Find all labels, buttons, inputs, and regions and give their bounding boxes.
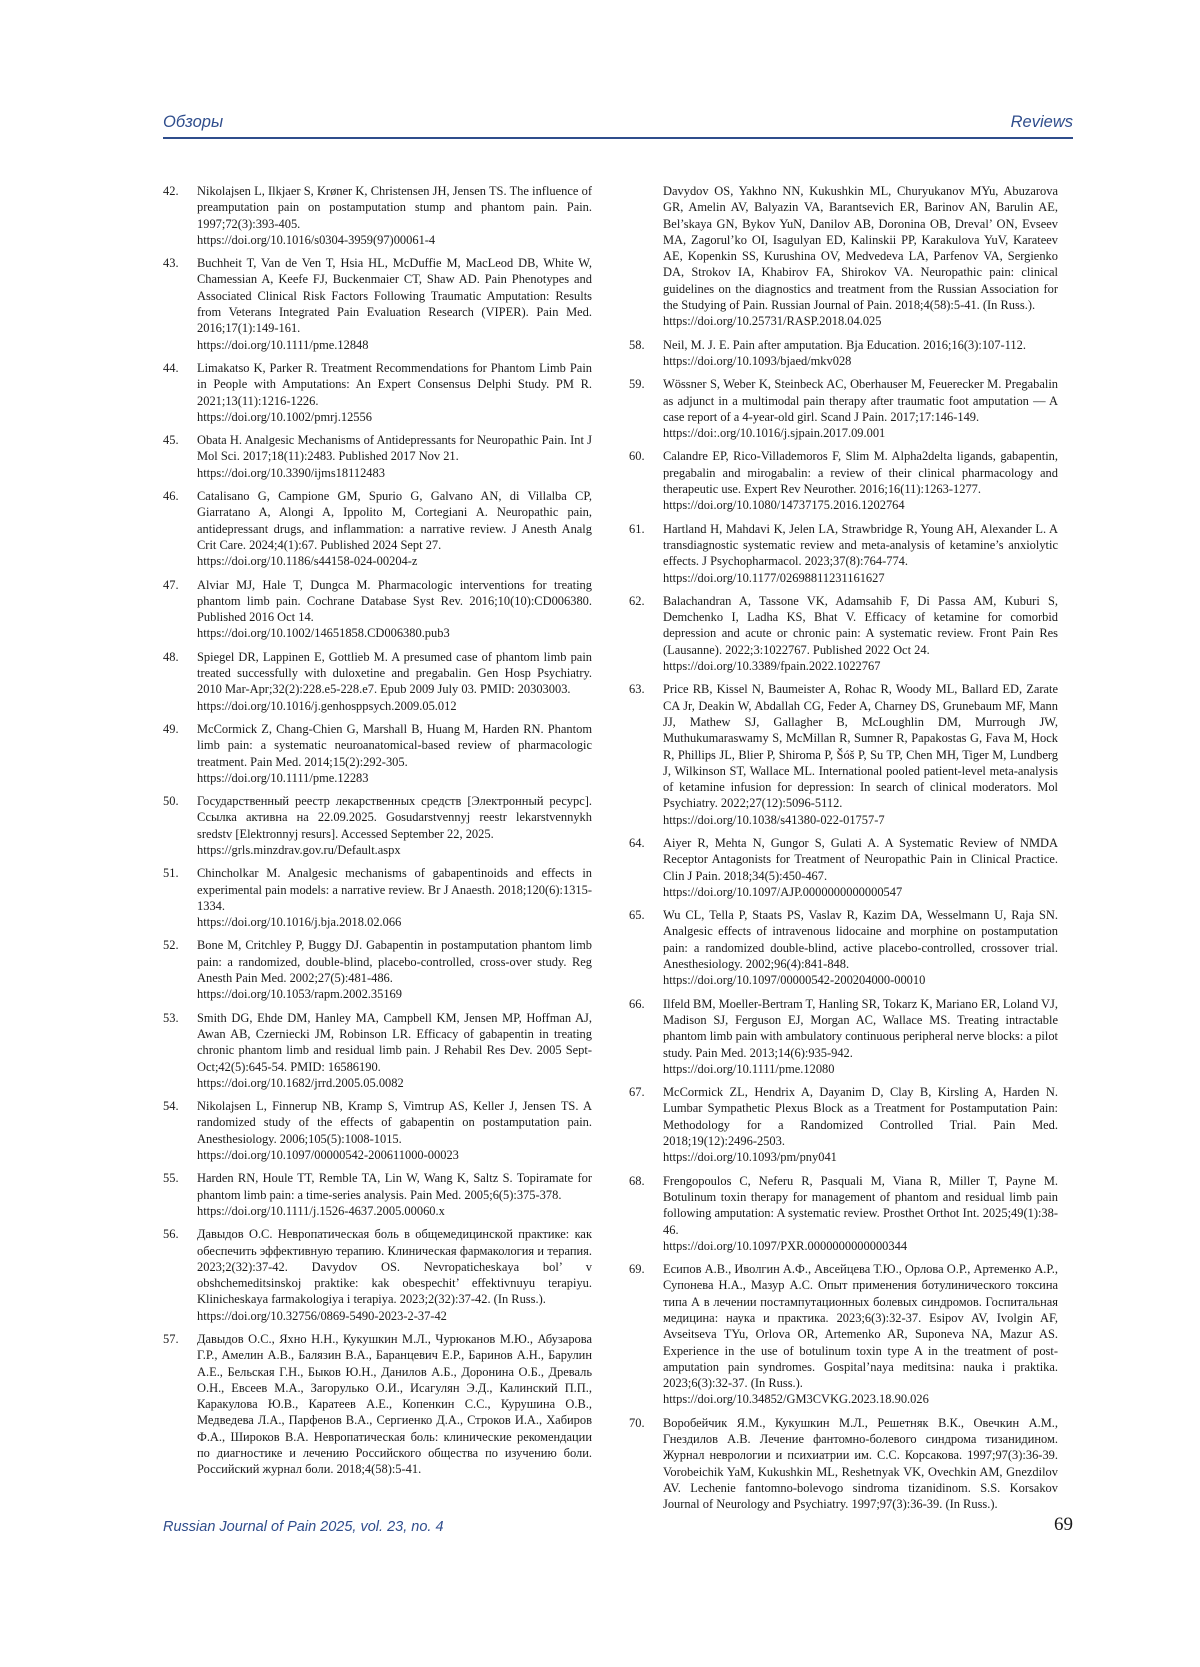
reference-item: [163, 577, 592, 642]
reference-doi-link[interactable]: https://doi.org/10.1093/pm/pny041: [663, 1150, 837, 1165]
reference-text: Buchheit T, Van de Ven T, Hsia HL, McDuffie M, MacLeod DB, White W, Chamessian A, Keefe FJ, Buckenmaier CT, Shaw AD. Pain Phenotypes and Associated Clinical Risk Factors Following Traumatic Amputation: Results from Veterans Integrated Pain Evaluation Research (VIPER). Pain Med. 2016;17(1):149-161.: [197, 256, 592, 336]
reference-doi-link[interactable]: https://doi.org/10.1093/bjaed/mkv028: [663, 353, 852, 368]
reference-number: 70.: [629, 1415, 645, 1430]
reference-item: [163, 255, 592, 353]
reference-number: 57.: [163, 1332, 179, 1346]
reference-item: [163, 721, 592, 786]
reference-text: Catalisano G, Campione GM, Spurio G, Galvano AN, di Villalba CP, Giarratano A, Alongi A, Ippolito M, Cortegiani A. Neuropathic pain, antidepressant drugs, and inflammation: a narrative review. J Anesth Analg Crit Care. 2024;4(1):67. Published 2024 Sept 27.: [197, 489, 592, 552]
reference-number: 58.: [629, 337, 645, 352]
reference-text: Balachandran A, Tassone VK, Adamsahib F, Di Passa AM, Kuburi S, Demchenko I, Ladha KS, Bhat V. Efficacy of ketamine for comorbid depression and acute or chronic pain: A systematic review. Front Pain Res (Lausanne). 2022;3:1022767. Published 2022 Oct 24.: [663, 593, 1058, 657]
reference-text: Давыдов О.С., Яхно Н.Н., Кукушкин М.Л., Чурюканов М.Ю., Абузарова Г.Р., Амелин А.В., Балязин В.А., Баранцевич Е.Р., Баринов А.Н., Барулин А.Е., Бельская Г.Н., Быков Ю.Н., Данилов А.Б., Доронина О.Б., Древаль О.Н., Евсеев М.А., Загорулько О.И., Исагулян Э.Д., Калинский П.П., Каракулова Ю.В., Каратеев А.Е., Копенкин С.С., Курушина О.В., Медведева Л.А., Парфенов В.А., Сергиенко Д.А., Строков И.А., Хабиров Ф.А., Широков В.А. Невропатическая боль: клинические рекомендации по диагностике и лечению Российского общества по изучению боли. Российский журнал боли. 2018;4(58):5-41.: [197, 1332, 592, 1477]
reference-doi-link[interactable]: https://doi.org/10.1186/s44158-024-00204-z: [197, 554, 418, 569]
reference-text: McCormick Z, Chang-Chien G, Marshall B, Huang M, Harden RN. Phantom limb pain: a systematic neuroanatomical-based review of pharmacologic treatment. Pain Med. 2014;15(2):292-305.: [197, 721, 592, 769]
reference-number: 56.: [163, 1227, 179, 1242]
reference-doi-link[interactable]: https://doi.org/10.32756/0869-5490-2023-2-37-42: [197, 1308, 447, 1323]
reference-item: [629, 681, 1058, 828]
reference-text: Hartland H, Mahdavi K, Jelen LA, Strawbridge R, Young AH, Alexander L. A transdiagnostic systematic review and meta-analysis of ketamine’s anxiolytic effects. J Psychopharmacol. 2023;37(8):764-774.: [663, 521, 1058, 569]
reference-number: 44.: [163, 360, 179, 375]
reference-item: [629, 1415, 1058, 1513]
reference-text: Obata H. Analgesic Mechanisms of Antidepressants for Neuropathic Pain. Int J Mol Sci. 2017;18(11):2483. Published 2017 Nov 21.: [197, 433, 592, 464]
reference-number: 67.: [629, 1085, 645, 1100]
reference-text: Smith DG, Ehde DM, Hanley MA, Campbell KM, Jensen MP, Hoffman AJ, Awan AB, Czerniecki JM, Robinson LR. Efficacy of gabapentin in treating chronic phantom limb and residual limb pain. J Rehabil Res Dev. 2005 Sept-Oct;42(5):645-54. PMID: 16586190.: [197, 1010, 592, 1074]
reference-item: [629, 1084, 1058, 1165]
reference-item: [629, 337, 1058, 370]
reference-doi-link[interactable]: https://doi.org/10.1097/00000542-200204000-00010: [663, 973, 926, 988]
reference-item: [163, 793, 592, 858]
reference-number: 45.: [163, 433, 179, 448]
reference-item: [163, 488, 592, 569]
reference-text: Harden RN, Houle TT, Remble TA, Lin W, Wang K, Saltz S. Topiramate for phantom limb pain: a time-series analysis. Pain Med. 2005;6(5):375-378.: [197, 1171, 592, 1202]
reference-item: [163, 937, 592, 1002]
reference-doi-link[interactable]: https://doi.org/10.1016/j.genhosppsych.2009.05.012: [197, 698, 457, 713]
reference-number: 52.: [163, 938, 179, 953]
reference-doi-link[interactable]: https://doi.org/10.3390/ijms18112483: [197, 465, 385, 480]
reference-item: [163, 1170, 592, 1219]
reference-item: [163, 432, 592, 481]
reference-text: Alviar MJ, Hale T, Dungca M. Pharmacologic interventions for treating phantom limb pain. Cochrane Database Syst Rev. 2016;10(10):CD006380. Published 2016 Oct 14.: [197, 577, 592, 625]
reference-text: Nikolajsen L, Finnerup NB, Kramp S, Vimtrup AS, Keller J, Jensen TS. A randomized study of the effects of gabapentin on postamputation pain. Anesthesiology. 2006;105(5):1008-1015.: [197, 1099, 592, 1146]
reference-doi-link[interactable]: https://doi.org/10.1097/AJP.0000000000000547: [663, 884, 903, 899]
reference-item: [629, 907, 1058, 988]
reference-text: Spiegel DR, Lappinen E, Gottlieb M. A presumed case of phantom limb pain treated successfully with duloxetine and pregabalin. Gen Hosp Psychiatry. 2010 Mar-Apr;32(2):228.e5-228.e7. Epub 2009 July 03. PMID: 20303003.: [197, 649, 592, 697]
reference-text: Nikolajsen L, Ilkjaer S, Krøner K, Christensen JH, Jensen TS. The influence of preamputation pain on postamputation stump and phantom pain. Pain. 1997;72(3):393-405.: [197, 184, 592, 231]
reference-item: [163, 1226, 592, 1324]
journal-footer: Russian Journal of Pain 2025, vol. 23, no. 4: [163, 1519, 444, 1535]
reference-item: [163, 1010, 592, 1091]
reference-text: Price RB, Kissel N, Baumeister A, Rohac R, Woody ML, Ballard ED, Zarate CA Jr, Deakin W, Abdallah CG, Feder A, Charney DS, Grunebaum MF, Mann JJ, Mathew SJ, Gallagher B, McLoughlin DM, Murrough JW, Muthukumaraswamy S, McMillan R, Sumner R, Papakostas G, Fava M, Hock R, Phillips JL, Blier P, Shiroma P, Šóš P, Su TP, Chen MH, Tiger M, Lundberg J, Wilkinson ST, Wallace ML. International pooled patient-level meta-analysis of ketamine infusion for depression: In search of clinical moderators. Mol Psychiatry. 2022;27(12):5096-5112.: [663, 682, 1058, 811]
reference-doi-link[interactable]: https://grls.minzdrav.gov.ru/Default.aspx: [197, 842, 401, 857]
reference-text: Neil, M. J. E. Pain after amputation. Bja Education. 2016;16(3):107-112.: [663, 337, 1026, 352]
reference-number: 64.: [629, 835, 645, 850]
header-divider: [163, 137, 1073, 139]
reference-number: 66.: [629, 996, 645, 1011]
reference-number: 68.: [629, 1173, 645, 1188]
reference-doi-link[interactable]: https://doi.org/10.1002/pmrj.12556: [197, 409, 372, 424]
reference-doi-link[interactable]: https://doi.org/10.34852/GM3CVKG.2023.18.90.026: [663, 1392, 929, 1407]
reference-item: [629, 448, 1058, 513]
reference-item: [629, 835, 1058, 900]
reference-doi-link[interactable]: https://doi.org/10.1111/pme.12848: [197, 337, 369, 352]
reference-doi-link[interactable]: https://doi.org/10.1080/14737175.2016.1202764: [663, 498, 905, 513]
reference-number: 49.: [163, 721, 179, 736]
reference-number: 46.: [163, 489, 179, 504]
reference-number: 60.: [629, 449, 645, 464]
reference-doi-link[interactable]: https://doi.org/10.1053/rapm.2002.35169: [197, 987, 402, 1002]
reference-item: [629, 996, 1058, 1077]
reference-item: [163, 649, 592, 714]
reference-doi-link[interactable]: https://doi.org/10.1111/pme.12283: [197, 770, 369, 785]
reference-number: 53.: [163, 1010, 179, 1025]
reference-item: [629, 183, 1058, 330]
page-number: 69: [1054, 1514, 1073, 1535]
reference-doi-link[interactable]: https://doi.org/10.1097/00000542-200611000-00023: [197, 1148, 459, 1163]
reference-doi-link[interactable]: https://doi.org/10.1111/pme.12080: [663, 1061, 835, 1076]
running-header: [163, 113, 1073, 139]
reference-item: [629, 593, 1058, 674]
section-title-en: Reviews: [1010, 113, 1073, 131]
reference-doi-link[interactable]: https://doi.org/10.3389/fpain.2022.1022767: [663, 659, 881, 674]
reference-number: 51.: [163, 866, 179, 881]
reference-item: [629, 521, 1058, 586]
reference-number: 47.: [163, 577, 179, 592]
reference-text: Есипов А.В., Иволгин А.Ф., Авсейцева Т.Ю., Орлова О.Р., Артеменко А.Р., Супонева Н.А., Мазур А.С. Опыт применения ботулинического токсина типа А в лечении постампутационных болевых синдромов. Госпитальная медицина: наука и практика. 2023;6(3):32-37. Esipov AV, Ivolgin AF, Avseitseva TYu, Orlova OR, Artemenko AR, Suponeva NA, Mazur AS. Experience in the use of botulinum toxin type A in the treatment of post-amputation pain syndromes. Gospital’naya meditsina: nauka i praktika. 2023;6(3):32-37. (In Russ.).: [663, 1262, 1058, 1391]
reference-text: Wössner S, Weber K, Steinbeck AC, Oberhauser M, Feuerecker M. Pregabalin as adjunct in a multimodal pain therapy after traumatic foot amputation — A case report of a 4-year-old girl. Scand J Pain. 2017;17:146-149.: [663, 377, 1058, 424]
reference-number: 62.: [629, 593, 645, 608]
reference-text: Frengopoulos C, Neferu R, Pasquali M, Viana R, Miller T, Payne M. Botulinum toxin therapy for management of phantom and residual limb pain following amputation: A systematic review. Prosthet Orthot Int. 2025;49(1):38-46.: [663, 1173, 1058, 1237]
reference-number: 65.: [629, 908, 645, 923]
reference-number: 43.: [163, 256, 179, 271]
reference-number: 42.: [163, 184, 179, 198]
reference-number: 55.: [163, 1171, 179, 1186]
reference-column-right: [629, 183, 1058, 1520]
reference-item: [629, 1261, 1058, 1408]
reference-text: Ilfeld BM, Moeller-Bertram T, Hanling SR, Tokarz K, Mariano ER, Loland VJ, Madison SJ, Ferguson EJ, Morgan AC, Wallace MS. Treating intractable phantom limb pain with ambulatory continuous peripheral nerve blocks: a pilot study. Pain Med. 2013;14(6):935-942.: [663, 996, 1058, 1060]
reference-text: Bone M, Critchley P, Buggy DJ. Gabapentin in postamputation phantom limb pain: a randomized, double-blind, placebo-controlled, cross-over study. Reg Anesth Pain Med. 2002;27(5):481-486.: [197, 938, 592, 986]
reference-item: [163, 865, 592, 930]
reference-text: Давыдов О.С. Невропатическая боль в общемедицинской практике: как обеспечить эффективную терапию. Клиническая фармакология и терапия. 2023;2(32):37-42. Davydov OS. Nevropaticheskaya bol’ v obshchemeditsinskoj praktike: kak obespechit’ effektivnuyu terapiyu. Klinicheskaya farmakologiya i terapiya. 2023;2(32):37-42. (In Russ.).: [197, 1227, 592, 1307]
reference-column-left: [163, 183, 592, 1485]
reference-text: Воробейчик Я.М., Кукушкин М.Л., Решетняк В.К., Овечкин А.М., Гнездилов А.В. Лечение фантомно-болевого синдрома тизанидином. Журнал неврологии и психиатрии им. С.С. Корсакова. 1997;97(3):36-39. Vorobeichik YaM, Kukushkin ML, Reshetnyak VK, Ovechkin AM, Gnezdilov AV. Lechenie fantomno-bolevogo sindroma tizanidinom. S.S. Korsakov Journal of Neurology and Psychiatry. 1997;97(3):36-39. (In Russ.).: [663, 1415, 1058, 1512]
reference-text: Aiyer R, Mehta N, Gungor S, Gulati A. A Systematic Review of NMDA Receptor Antagonists for Treatment of Neuropathic Pain in Clinical Practice. Clin J Pain. 2018;34(5):450-467.: [663, 835, 1058, 883]
reference-doi-link[interactable]: https://doi.org/10.1177/02698811231161627: [663, 570, 885, 585]
reference-number: 50.: [163, 794, 179, 809]
reference-text: Calandre EP, Rico-Villademoros F, Slim M. Alpha2delta ligands, gabapentin, pregabalin and mirogabalin: a review of their clinical pharmacology and therapeutic use. Expert Rev Neurother. 2016;16(11):1263-1277.: [663, 449, 1058, 497]
section-title: Обзоры: [163, 113, 224, 131]
reference-text: McCormick ZL, Hendrix A, Dayanim D, Clay B, Kirsling A, Harden N. Lumbar Sympathetic Plexus Block as a Treatment for Postamputation Pain: Methodology for a Randomized Controlled Trial. Pain Med. 2018;19(12):2496-2503.: [663, 1085, 1058, 1149]
reference-doi-link[interactable]: https://doi.org/10.1016/s0304-3959(97)00061-4: [197, 232, 436, 247]
reference-doi-link[interactable]: https://doi.org/10.1682/jrrd.2005.05.0082: [197, 1075, 404, 1090]
reference-number: 63.: [629, 682, 645, 697]
reference-text: Государственный реестр лекарственных средств [Электронный ресурс]. Ссылка активна на 22.09.2025. Gosudarstvennyj reestr lekarstvennykh sredstv [Elektronnyj resurs]. Accessed September 22, 2025.: [197, 794, 592, 841]
reference-item: [163, 183, 592, 248]
reference-doi-link[interactable]: https://doi.org/10.1016/j.bja.2018.02.066: [197, 915, 402, 930]
reference-item: [163, 1331, 592, 1478]
reference-number: 69.: [629, 1262, 645, 1277]
reference-text: Chincholkar M. Analgesic mechanisms of gabapentinoids and effects in experimental pain models: a narrative review. Br J Anaesth. 2018;120(6):1315-1334.: [197, 866, 592, 913]
reference-item: [163, 1098, 592, 1163]
reference-number: 54.: [163, 1099, 179, 1114]
reference-text: Davydov OS, Yakhno NN, Kukushkin ML, Churyukanov MYu, Abuzarova GR, Amelin AV, Balyazin VA, Barantsevich ER, Barinov AN, Barulin AE, Bel’skaya GN, Bykov YuN, Danilov AB, Doronina OB, Dreval’ ON, Evseev MA, Zagorul’ko OI, Isagulyan ED, Kalinskii PP, Karakulova YuV, Karateev AE, Kopenkin SS, Kurushina OV, Medvedeva LA, Parfenov VA, Sergienko DA, Strokov IA, Khabirov FA, Shirokov VA. Neuropathic pain: clinical guidelines on the diagnostics and treatment from the Russian Association for the Studying of Pain. Russian Journal of Pain. 2018;4(58):5-41. (In Russ.).: [663, 184, 1058, 313]
reference-doi-link[interactable]: https://doi.org/10.1111/j.1526-4637.2005.00060.x: [197, 1203, 445, 1218]
reference-item: [629, 376, 1058, 441]
reference-number: 48.: [163, 649, 179, 664]
reference-item: [629, 1173, 1058, 1254]
reference-text: Limakatso K, Parker R. Treatment Recommendations for Phantom Limb Pain in People with Amputations: An Expert Consensus Delphi Study. PM R. 2021;13(11):1216-1226.: [197, 360, 592, 408]
reference-item: [163, 360, 592, 425]
reference-text: Wu CL, Tella P, Staats PS, Vaslav R, Kazim DA, Wesselmann U, Raja SN. Analgesic effects of intravenous lidocaine and morphine on postamputation pain: a randomized double-blind, active placebo-controlled, crossover trial. Anesthesiology. 2002;96(4):841-848.: [663, 908, 1058, 972]
reference-doi-link[interactable]: https://doi.org/10.1038/s41380-022-01757-7: [663, 812, 885, 827]
reference-doi-link[interactable]: https://doi.org/10.25731/RASP.2018.04.025: [663, 314, 882, 329]
reference-number: 61.: [629, 521, 645, 536]
reference-doi-link[interactable]: https://doi:.org/10.1016/j.sjpain.2017.09.001: [663, 426, 886, 441]
reference-doi-link[interactable]: https://doi.org/10.1002/14651858.CD006380.pub3: [197, 626, 450, 641]
reference-doi-link[interactable]: https://doi.org/10.1097/PXR.0000000000000344: [663, 1238, 908, 1253]
reference-number: 59.: [629, 377, 645, 392]
